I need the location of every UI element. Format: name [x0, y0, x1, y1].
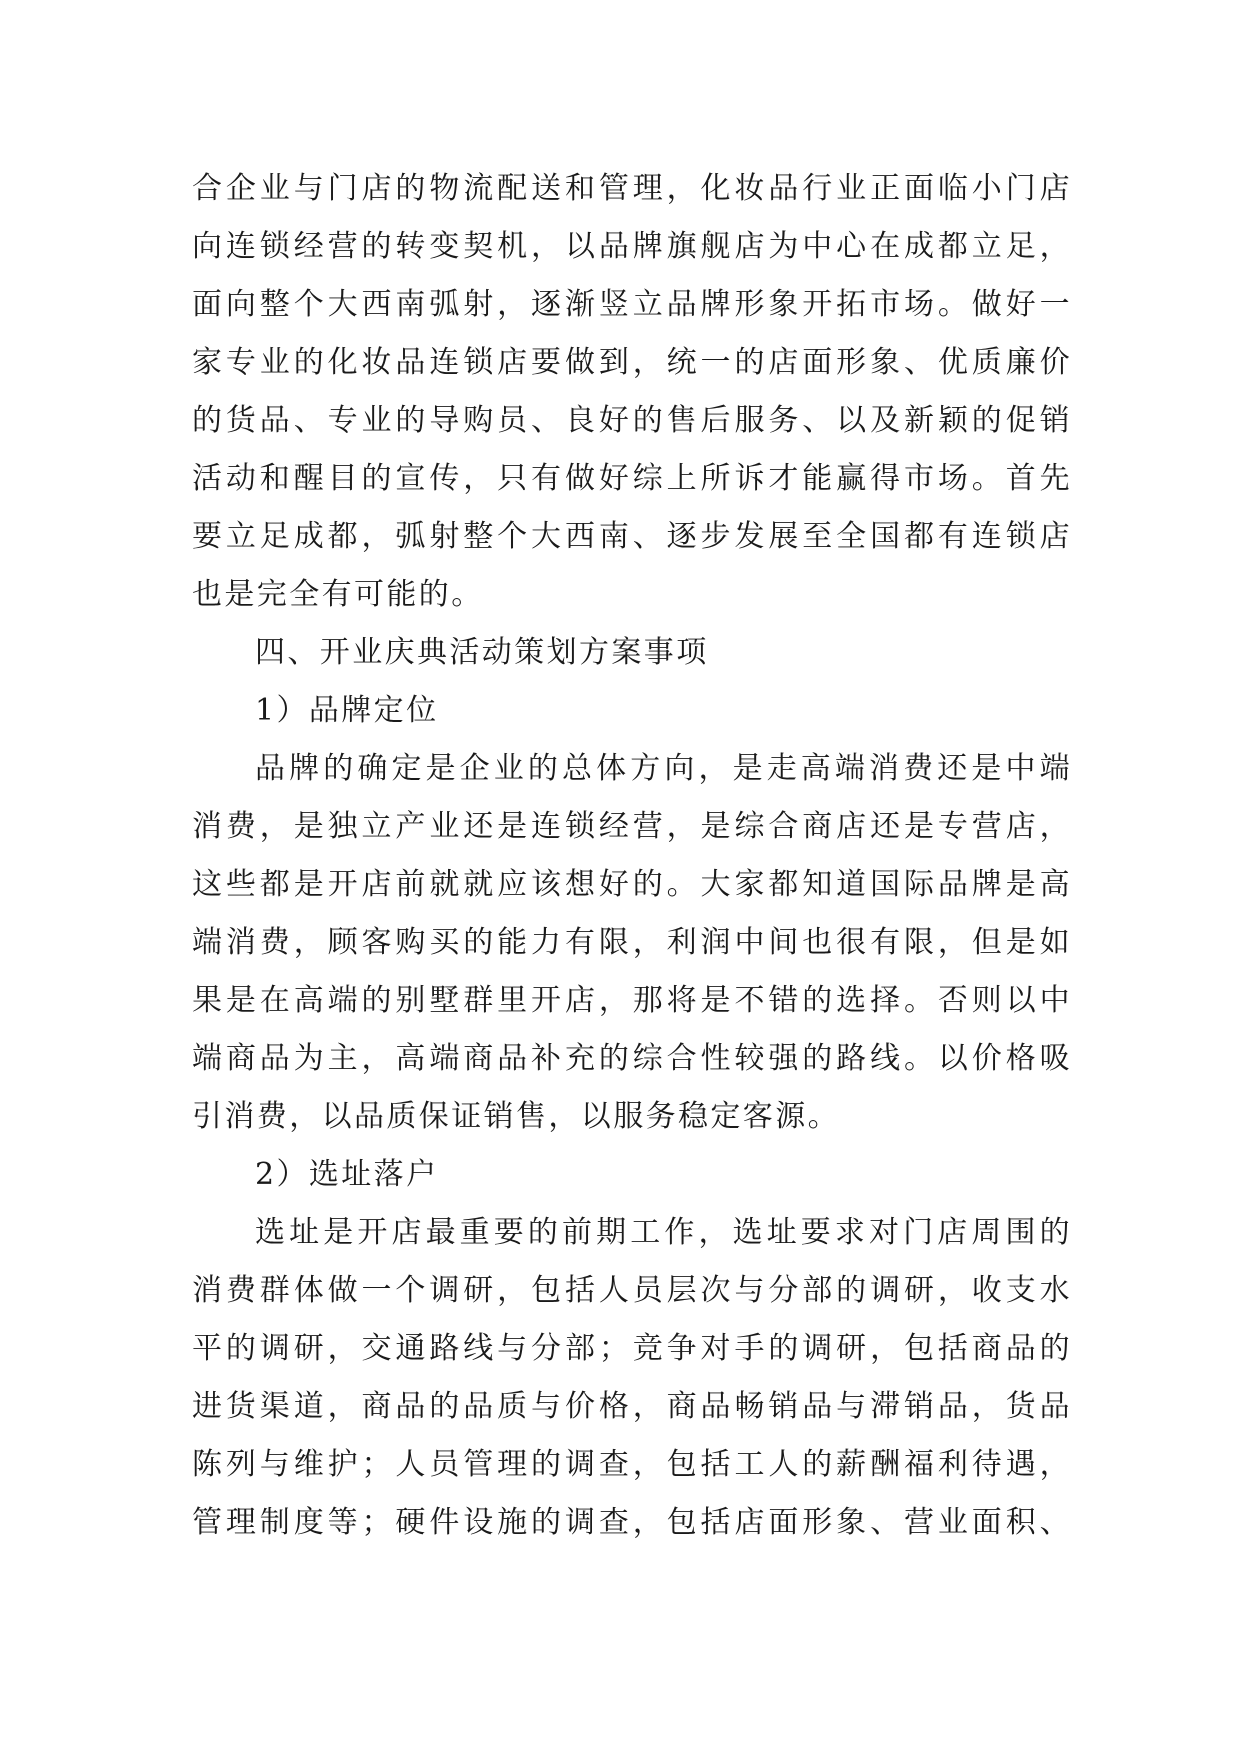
document-body	[192, 160, 1072, 1552]
text-line: 活动和醒目的宣传，只有做好综上所诉才能赢得市场。首先	[192, 461, 1072, 496]
text-line: 面向整个大西南弧射，逐渐竖立品牌形象开拓市场。做好一	[192, 287, 1072, 322]
text-line: 进货渠道，商品的品质与价格，商品畅销品与滞销品，货品	[192, 1389, 1072, 1424]
text-line: 陈列与维护；人员管理的调查，包括工人的薪酬福利待遇，	[192, 1447, 1072, 1482]
text-line: 果是在高端的别墅群里开店，那将是不错的选择。否则以中	[192, 983, 1072, 1018]
text-line: 向连锁经营的转变契机，以品牌旗舰店为中心在成都立足，	[192, 229, 1072, 264]
text-line: 管理制度等；硬件设施的调查，包括店面形象、营业面积、	[192, 1505, 1072, 1540]
text-line: 端商品为主，高端商品补充的综合性较强的路线。以价格吸	[192, 1041, 1072, 1076]
text-line: 的货品、专业的导购员、良好的售后服务、以及新颖的促销	[192, 403, 1072, 438]
subsection-heading: 2）选址落户	[255, 1157, 439, 1192]
text-line: 这些都是开店前就就应该想好的。大家都知道国际品牌是高	[192, 867, 1072, 902]
text-line: 端消费，顾客购买的能力有限，利润中间也很有限，但是如	[192, 925, 1072, 960]
section-heading: 四、开业庆典活动策划方案事项	[255, 635, 709, 670]
subsection-heading: 1）品牌定位	[255, 693, 439, 728]
text-line: 消费群体做一个调研，包括人员层次与分部的调研，收支水	[192, 1273, 1072, 1308]
text-line: 家专业的化妆品连锁店要做到，统一的店面形象、优质廉价	[192, 345, 1072, 380]
text-line: 平的调研，交通路线与分部；竞争对手的调研，包括商品的	[192, 1331, 1072, 1366]
text-line: 合企业与门店的物流配送和管理，化妆品行业正面临小门店	[192, 171, 1072, 206]
text-line: 要立足成都，弧射整个大西南、逐步发展至全国都有连锁店	[192, 519, 1072, 554]
text-line: 也是完全有可能的。	[192, 577, 484, 612]
text-line: 消费，是独立产业还是连锁经营，是综合商店还是专营店，	[192, 809, 1072, 844]
text-line: 品牌的确定是企业的总体方向，是走高端消费还是中端	[255, 751, 1072, 786]
text-line: 引消费，以品质保证销售，以服务稳定客源。	[192, 1099, 840, 1134]
text-line: 选址是开店最重要的前期工作，选址要求对门店周围的	[255, 1215, 1072, 1250]
